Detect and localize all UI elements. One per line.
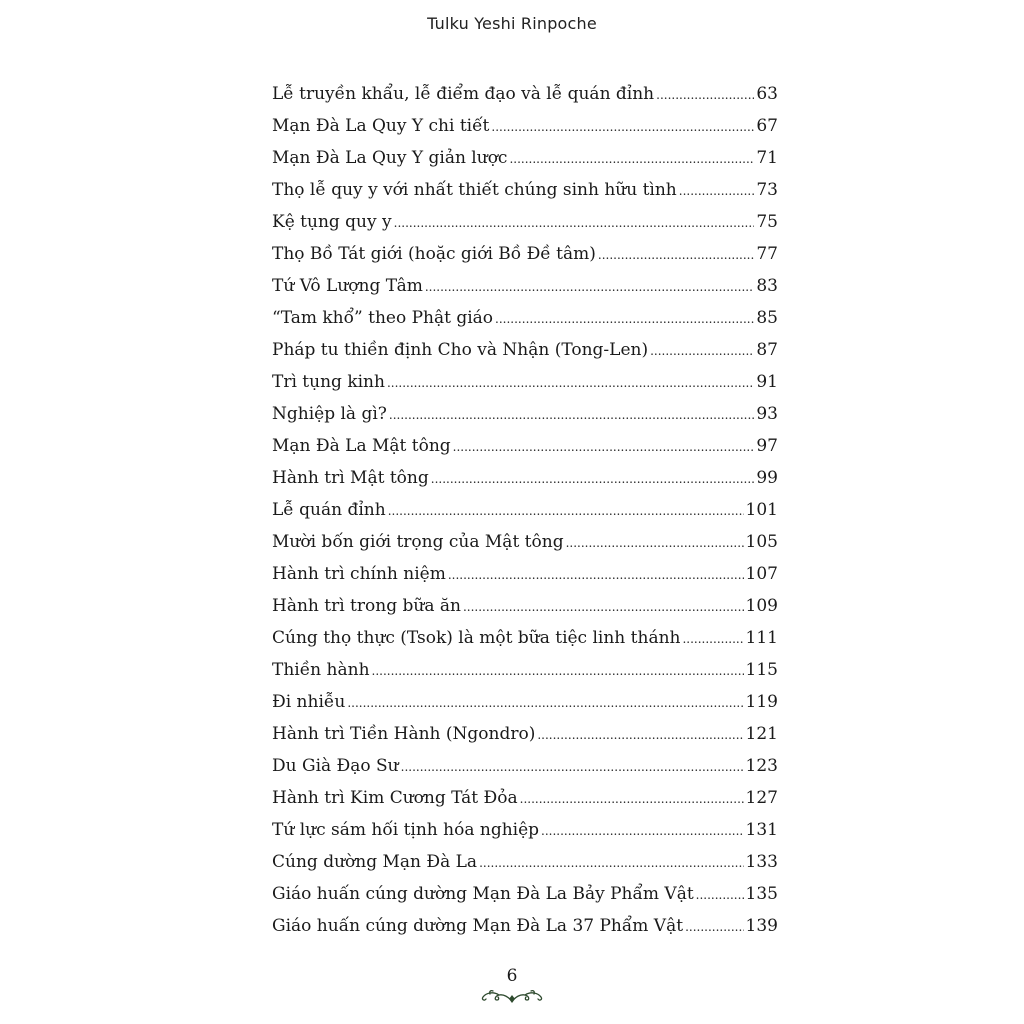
toc-leader-dots [372, 654, 744, 687]
toc-entry-title: Đi nhiễu [272, 692, 346, 712]
toc-leader-dots [401, 750, 744, 783]
toc-leader-dots [520, 782, 744, 815]
toc-entry-page: 123 [745, 756, 778, 776]
toc-entry [272, 526, 778, 558]
toc-entry [272, 814, 778, 846]
toc-entry [272, 430, 778, 462]
toc-entry-title: Nghiệp là gì? [272, 404, 387, 424]
toc-entry [272, 78, 778, 110]
toc-entry [272, 590, 778, 622]
toc-entry-title: Mạn Đà La Quy Y chi tiết [272, 116, 490, 136]
toc-entry-page: 121 [745, 724, 778, 744]
toc-entry [272, 846, 778, 878]
toc-entry [272, 718, 778, 750]
toc-entry-title: Trì tụng kinh [272, 372, 385, 392]
toc-entry-title: Hành trì Mật tông [272, 468, 429, 488]
toc-entry [272, 334, 778, 366]
toc-leader-dots [541, 814, 744, 847]
toc-entry [272, 110, 778, 142]
toc-entry [272, 654, 778, 686]
toc-leader-dots [696, 878, 744, 911]
toc-entry-page: 75 [756, 212, 778, 232]
toc-entry-title: Lễ quán đỉnh [272, 500, 386, 520]
toc-entry-page: 139 [745, 916, 778, 936]
toc-leader-dots [453, 430, 755, 463]
toc-leader-dots [463, 590, 744, 623]
toc-entry-title: Tứ lực sám hối tịnh hóa nghiệp [272, 820, 540, 840]
toc-entry-title: Mười bốn giới trọng của Mật tông [272, 532, 564, 552]
toc-entry-title: Giáo huấn cúng dường Mạn Đà La Bảy Phẩm Vật [272, 884, 694, 904]
toc-entry-page: 71 [756, 148, 778, 168]
toc-leader-dots [479, 846, 743, 879]
toc-leader-dots [650, 334, 754, 367]
page-number: 6 [506, 966, 518, 986]
toc-entry [272, 206, 778, 238]
toc-entry-title: Cúng thọ thực (Tsok) là một bữa tiệc linh thánh [272, 628, 681, 648]
toc-leader-dots [431, 462, 755, 495]
page-footer [0, 966, 1024, 1004]
toc-entry [272, 686, 778, 718]
toc-entry [272, 622, 778, 654]
toc-leader-dots [387, 366, 754, 399]
toc-entry-title: Mạn Đà La Quy Y giản lược [272, 148, 508, 168]
toc-leader-dots [491, 110, 754, 143]
toc-entry-title: Thọ Bồ Tát giới (hoặc giới Bồ Đề tâm) [272, 244, 596, 264]
toc-entry-page: 73 [756, 180, 778, 200]
toc-leader-dots [679, 174, 755, 207]
toc-entry-title: Giáo huấn cúng dường Mạn Đà La 37 Phẩm Vật [272, 916, 684, 936]
toc-entry-title: Thiền hành [272, 660, 370, 680]
toc-entry [272, 462, 778, 494]
toc-entry [272, 750, 778, 782]
toc-entry [272, 558, 778, 590]
toc-entry-page: 101 [745, 500, 778, 520]
toc-entry-page: 105 [745, 532, 778, 552]
toc-entry [272, 494, 778, 526]
toc-entry-title: “Tam khổ” theo Phật giáo [272, 308, 494, 328]
toc-entry-title: Tứ Vô Lượng Tâm [272, 276, 423, 296]
toc-entry-page: 85 [756, 308, 778, 328]
toc-entry [272, 878, 778, 910]
toc-leader-dots [685, 910, 743, 943]
toc-leader-dots [448, 558, 744, 591]
toc-entry-page: 87 [756, 340, 778, 360]
toc-entry [272, 910, 778, 942]
toc-entry-page: 83 [756, 276, 778, 296]
toc-entry-page: 97 [756, 436, 778, 456]
toc-entry [272, 142, 778, 174]
toc-entry-title: Hành trì Kim Cương Tát Đỏa [272, 788, 518, 808]
toc-entry-page: 77 [756, 244, 778, 264]
toc-entry [272, 174, 778, 206]
toc-leader-dots [388, 494, 744, 527]
toc-entry [272, 270, 778, 302]
toc-entry-page: 111 [745, 628, 778, 648]
toc-leader-dots [347, 686, 743, 719]
toc-entry-page: 93 [756, 404, 778, 424]
toc-leader-dots [394, 206, 755, 239]
toc-entry-page: 107 [745, 564, 778, 584]
toc-entry-page: 63 [756, 84, 778, 104]
toc-entry-title: Hành trì Tiền Hành (Ngondro) [272, 724, 536, 744]
toc-leader-dots [656, 78, 754, 111]
toc-leader-dots [566, 526, 744, 559]
toc-entry-page: 115 [745, 660, 778, 680]
toc-entry [272, 782, 778, 814]
toc-leader-dots [598, 238, 754, 271]
toc-leader-dots [425, 270, 755, 303]
toc-entry [272, 238, 778, 270]
toc-entry-title: Thọ lễ quy y với nhất thiết chúng sinh hữu tình [272, 180, 677, 200]
toc-entry-page: 127 [745, 788, 778, 808]
toc-leader-dots [495, 302, 754, 335]
toc-entry-page: 109 [745, 596, 778, 616]
toc-leader-dots [537, 718, 743, 751]
toc-entry [272, 398, 778, 430]
toc-entry-page: 133 [745, 852, 778, 872]
toc-entry-title: Kệ tụng quy y [272, 212, 392, 232]
toc-entry-title: Cúng dường Mạn Đà La [272, 852, 478, 872]
table-of-contents [272, 78, 778, 942]
toc-entry-title: Pháp tu thiền định Cho và Nhận (Tong-Len) [272, 340, 649, 360]
toc-entry-title: Hành trì chính niệm [272, 564, 446, 584]
toc-entry [272, 366, 778, 398]
toc-entry-page: 131 [745, 820, 778, 840]
toc-leader-dots [682, 622, 743, 655]
toc-entry-title: Hành trì trong bữa ăn [272, 596, 461, 616]
toc-leader-dots [509, 142, 754, 175]
toc-entry-page: 119 [745, 692, 778, 712]
toc-entry-page: 91 [756, 372, 778, 392]
toc-entry-page: 135 [745, 884, 778, 904]
toc-entry-title: Du Già Đạo Sư [272, 756, 399, 776]
toc-entry-page: 67 [756, 116, 778, 136]
toc-leader-dots [389, 398, 754, 431]
running-header: Tulku Yeshi Rinpoche [427, 14, 597, 33]
toc-entry [272, 302, 778, 334]
toc-entry-page: 99 [756, 468, 778, 488]
toc-entry-title: Lễ truyền khẩu, lễ điểm đạo và lễ quán đỉnh [272, 84, 655, 104]
toc-entry-title: Mạn Đà La Mật tông [272, 436, 451, 456]
floral-ornament-icon [477, 988, 547, 1004]
